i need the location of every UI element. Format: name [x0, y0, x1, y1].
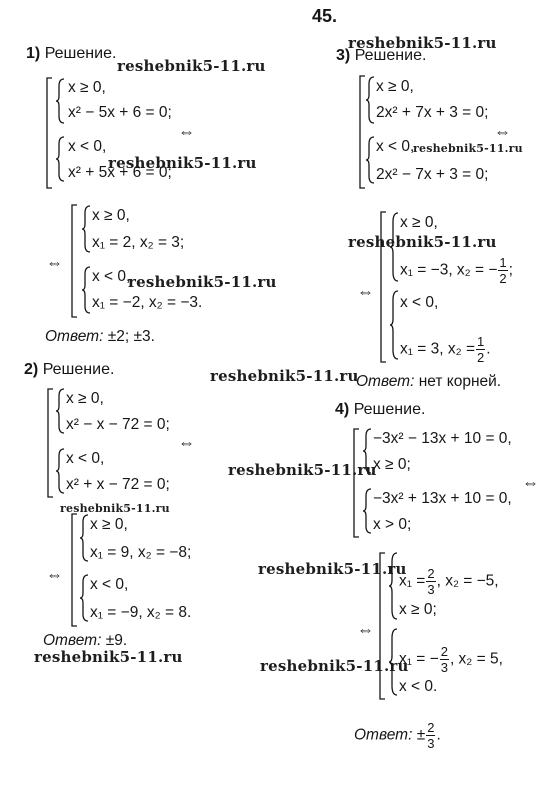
problem-number-title: 45.: [312, 6, 338, 26]
fraction: [426, 566, 435, 597]
p4-system-b-line-1: −3x² + 13x + 10 = 0,: [373, 490, 512, 507]
equivalence-arrow: ⇔: [46, 253, 63, 272]
problem-2-number: 2): [24, 361, 39, 378]
answer-label: Ответ:: [45, 328, 104, 345]
system-brace: [56, 136, 68, 184]
p3-system-b-line-1: x < 0,: [376, 138, 415, 155]
p2-system-b-line-2: x² + x − 72 = 0;: [66, 476, 170, 493]
equivalence-arrow: ⇔: [522, 473, 539, 492]
p4-system-b-line-2: x > 0;: [373, 516, 412, 533]
watermark-text: reshebnik5-11.ru: [117, 57, 266, 75]
answer-label: Ответ:: [356, 373, 415, 390]
p3-answer-value: нет корней.: [418, 373, 502, 390]
numerator: 2: [427, 720, 435, 735]
p1-result-b-line-2: x₁ = −2, x₂ = −3.: [92, 294, 203, 311]
denominator: 3: [427, 582, 435, 597]
equivalence-arrow: ⇔: [178, 433, 195, 452]
p3-result-a-line-2: [400, 255, 513, 286]
problem-3-heading: [336, 47, 426, 65]
p4-answer: [354, 720, 441, 751]
problem-4-heading: [335, 401, 425, 419]
fraction: [498, 255, 507, 286]
watermark-text: reshebnik5-11.ru: [228, 461, 377, 479]
p4-result-b-line-1: [399, 644, 503, 675]
system-brace: [56, 78, 68, 126]
p4-system-a-line-1: −3x² − 13x + 10 = 0,: [373, 430, 512, 447]
denominator: 3: [427, 736, 435, 751]
p3-result-a-roots: x₁ = −3, x₂ = −: [400, 261, 498, 279]
p4-result-a-line-2: x ≥ 0;: [399, 601, 437, 618]
p4-result-a-x1: x₁ =: [399, 572, 426, 590]
watermark-text: reshebnik5-11.ru: [260, 657, 409, 675]
p2-system-b-line-1: x < 0,: [66, 450, 105, 467]
p1-system-a-line-2: x² − 5x + 6 = 0;: [68, 104, 172, 121]
solution-label: Решение.: [44, 45, 117, 62]
answer-label: Ответ:: [354, 726, 413, 744]
p2-result-a-line-1: x ≥ 0,: [90, 516, 128, 533]
problem-1-number: 1): [26, 45, 41, 62]
p4-result-b-x2: , x₂ = 5,: [449, 650, 503, 668]
p1-system-a-line-1: x ≥ 0,: [68, 79, 106, 96]
problem-1-heading: [26, 45, 116, 63]
p4-result-b-x1: x₁ = −: [399, 650, 439, 668]
p1-answer: [45, 328, 155, 346]
watermark-text: reshebnik5-11.ru: [210, 367, 359, 385]
watermark-text: reshebnik5-11.ru: [60, 502, 170, 515]
watermark-text: reshebnik5-11.ru: [413, 142, 523, 155]
watermark-text: reshebnik5-11.ru: [128, 273, 277, 291]
p3-system-a-line-2: 2x² + 7x + 3 = 0;: [376, 104, 489, 121]
watermark-text: reshebnik5-11.ru: [34, 648, 183, 666]
punctuation: ;: [508, 261, 513, 279]
watermark-text: reshebnik5-11.ru: [348, 34, 497, 52]
p4-result-a-line-1: [399, 566, 499, 597]
watermark-text: reshebnik5-11.ru: [258, 560, 407, 578]
p4-system-a-line-2: x ≥ 0;: [373, 456, 411, 473]
fraction: [440, 644, 449, 675]
problem-2-heading: [24, 361, 114, 379]
punctuation: .: [486, 340, 491, 358]
p2-result-b-line-2: x₁ = −9, x₂ = 8.: [90, 604, 192, 621]
problem-4-number: 4): [335, 401, 350, 418]
denominator: 2: [499, 271, 507, 286]
p3-answer: [356, 373, 501, 391]
p3-result-b-line-1: x < 0,: [400, 294, 439, 311]
numerator: 1: [477, 334, 485, 349]
p3-result-b-line-2: [400, 334, 491, 365]
p3-system-a-line-1: x ≥ 0,: [376, 78, 414, 95]
p1-system-b-line-2: x² + 5x + 6 = 0;: [68, 164, 172, 181]
p1-answer-value: ±2; ±3.: [107, 328, 155, 345]
p2-answer-value: ±9.: [105, 632, 128, 649]
problem-3-number: 3): [336, 47, 351, 64]
p3-system-b-line-2: 2x² − 7x + 3 = 0;: [376, 166, 489, 183]
p1-result-b-line-1: x < 0,: [92, 268, 131, 285]
fraction: [426, 720, 435, 751]
watermark-text: reshebnik5-11.ru: [108, 154, 257, 172]
equivalence-arrow: ⇔: [357, 620, 374, 639]
numerator: 2: [427, 566, 435, 581]
equivalence-arrow: ⇔: [178, 122, 195, 141]
solution-label: Решение.: [42, 361, 115, 378]
p2-result-b-line-1: x < 0,: [90, 576, 129, 593]
p1-system-b-line-1: x < 0,: [68, 138, 107, 155]
p3-result-b-roots: x₁ = 3, x₂ =: [400, 340, 476, 358]
p3-result-a-line-1: x ≥ 0,: [400, 214, 438, 231]
solution-label: Решение.: [354, 47, 427, 64]
p2-answer: [43, 632, 127, 650]
denominator: 2: [477, 350, 485, 365]
p2-system-a-line-1: x ≥ 0,: [66, 390, 104, 407]
p2-result-a-line-2: x₁ = 9, x₂ = −8;: [90, 544, 192, 561]
p4-result-b-line-2: x < 0.: [399, 678, 438, 695]
equivalence-arrow: ⇔: [357, 282, 374, 301]
p4-result-a-x2: , x₂ = −5,: [436, 572, 499, 590]
p2-system-a-line-2: x² − x − 72 = 0;: [66, 416, 170, 433]
p1-result-a-line-1: x ≥ 0,: [92, 207, 130, 224]
plus-minus: ±: [416, 726, 426, 744]
numerator: 2: [440, 644, 448, 659]
numerator: 1: [499, 255, 507, 270]
denominator: 3: [440, 660, 448, 675]
equivalence-arrow: ⇔: [46, 565, 63, 584]
fraction: [476, 334, 485, 365]
equivalence-arrow: ⇔: [494, 122, 511, 141]
answer-label: Ответ:: [43, 632, 102, 649]
p1-result-a-line-2: x₁ = 2, x₂ = 3;: [92, 234, 185, 251]
watermark-text: reshebnik5-11.ru: [348, 233, 497, 251]
solution-label: Решение.: [353, 401, 426, 418]
punctuation: .: [436, 726, 441, 744]
